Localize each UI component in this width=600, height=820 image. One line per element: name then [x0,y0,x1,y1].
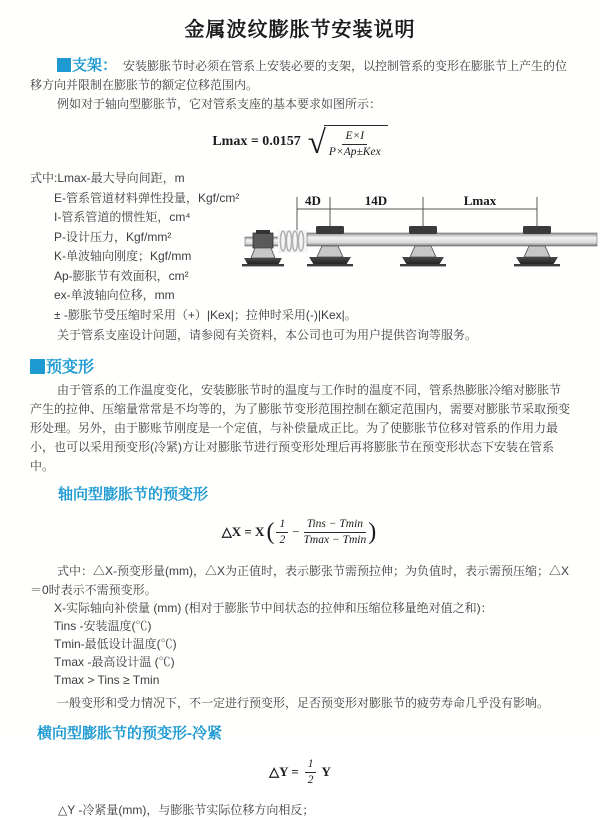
fraction-denominator: 2 [279,533,286,546]
dimension-label-4d: 4D [305,193,321,208]
definition-line: Tmax -最高设计温 (℃) [54,655,175,669]
support-section-heading: 支架： [72,57,118,74]
preform-paragraph: 由于管系的工作温度变化，安装膨胀节时的温度与工作时的温度不同，管系热膨胀冷缩对膨胀节产生的拉伸、压缩量常常是不均等的，为了膨胀节变形范围控制在额定范围内，需要对膨胀节采取预变形处理。另外，由于膨账节刚度是一个定值，与补偿量成正比。为了使膨胀节位移对管系的作用力最小，也可以采用预变形(冷紧)方让对膨胀节进行预变形处理后再将膨胀节在预变形状态下安装在管系中。 [30,383,571,473]
fraction-denominator: Tmax − Tmin [303,533,367,546]
anchor-fitting [253,233,273,248]
radical-content [324,125,388,159]
bellows-icon [278,230,308,253]
section-marker-icon [30,359,45,374]
axial-preform-formula: △X = X ( $\frac{1}{2}$ − $\frac{\text{Tins − Tmin}}{Tmax - Tmin}$ ) [221,517,377,546]
fraction [304,518,367,547]
axial-definitions-list [30,599,570,689]
formula-lhs: △Y = [269,764,299,779]
minus-operator: − [292,524,300,539]
lateral-subsection-heading: 横向型膨胀节的预变形-冷紧 [37,725,222,742]
lateral-note: △Y -冷紧量(mm)，与膨胀节实际位移方向相反； [58,803,315,817]
anchor-fitting-top [256,230,270,234]
guide-spacing-formula: Lmax = 0.0157 √ $\frac{E\times I}{\text{P×Ap±Kex}}$ [30,123,570,161]
lateral-preform-formula [30,755,570,789]
definition-line: ± -膨胀节受压缩时采用（+）|Kex|；拉伸时采用(-)|Kex|。 [54,307,357,322]
preform-heading-label: 预变形 [46,359,95,376]
main-pipe [307,233,597,246]
definition-line: Tmax > Tins ≥ Tmin [54,673,160,687]
definition-line: 式中:Lmax-最大导向间距，m [30,171,185,185]
fraction-denominator: 2 [307,773,314,786]
consult-note: 关于管系支座设计问题，请参阅有关资料，本公司也可为用户提供咨询等服务。 [57,328,478,342]
formula-lhs: △X = X [221,524,265,539]
axial-subsection-heading: 轴向型膨胀节的预变形 [58,486,209,503]
support-intro-paragraph [30,56,570,95]
support-example-paragraph: 例如对于轴向型膨胀节，它对管系支座的基本要求如图所示： [57,97,382,111]
fraction [329,130,381,159]
definition-line: X-实际轴向补偿量 (mm) (相对于膨胀节中间状态的拉伸和压缩位移量绝对值之和)： [54,601,493,615]
definition-line: E-管系管道材料弹性投量，Kgf/cm² [54,190,240,205]
dimension-label-lmax: Lmax [463,193,497,208]
fraction-numerator: E×I [342,130,367,145]
definition-line: K-单波轴向刚度；Kgf/mm [54,249,192,263]
fraction-numerator: Tins − Tmin [304,518,366,533]
fraction [305,758,317,787]
dimension-label-14d: 14D [364,193,388,208]
formula-lhs: Lmax = 0.0157 [212,134,301,149]
axial-note: 一般变形和受力情况下，不一定进行预变形，足否预变形对膨胀节的疲劳寿命几乎没有影响。 [57,696,550,710]
support-intro-text: 安装膨胀节时必须在管系上安装必要的支架，以控制管系的变形在膨胀节上产生的位移方向并限制在膨胀节的额定位移范围内。 [30,59,568,92]
definition-line: ex-单波轴向位移，mm [54,288,175,302]
definition-line: Ap-膨胀节有效面积，cm² [54,268,189,283]
pipe-support-diagram [245,192,597,290]
axial-formula-explanation: 式中：△X-预变形量(mm)，△X为正值时，表示膨张节需预拉伸；为负值时，表示需预压缩；△X＝0时表示不需预变形。 [30,564,569,597]
fraction [276,518,288,547]
section-marker-icon [57,58,71,72]
pipe-support [242,248,284,266]
formula-rhs: Y [321,764,331,779]
fraction-numerator: 1 [305,758,317,773]
definition-line: P-设计压力，Kgf/mm² [54,229,172,244]
definition-line: Tmin-最低设计温度(℃) [54,637,177,651]
fraction-numerator: 1 [276,518,288,533]
page-title: 金属波纹膨胀节安装说明 [184,19,416,41]
definition-line: Tins -安装温度(℃) [54,619,152,633]
definition-line: I-管系管道的惯性矩，cm⁴ [54,210,191,224]
preform-section-heading [30,354,570,377]
fraction-denominator: P×Ap±Kex [328,146,381,158]
